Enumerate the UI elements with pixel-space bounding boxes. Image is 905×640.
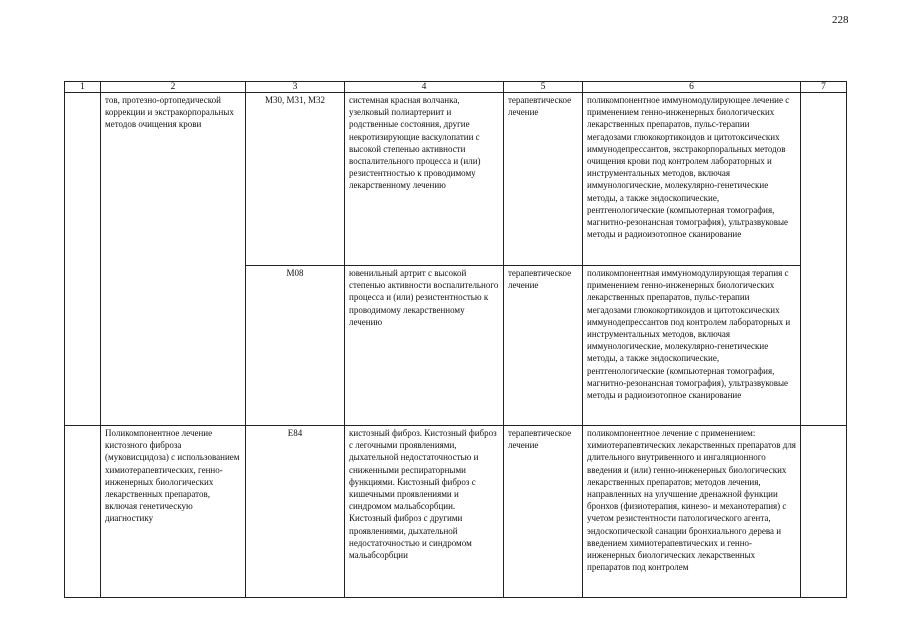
- header-cell: 1: [65, 82, 101, 93]
- header-cell: 6: [583, 82, 801, 93]
- treatment-method-cell: поликомпонентное иммуномодулирующее лечение с применением генно-инженерных биологических лекарственных препаратов, пульс-терапии мегадозами глюкокортикоидов и цитотоксических иммунодепрессантов, экстракорпоральных методов очищения крови под контролем лабораторных и инструментальных методов, включая иммунологические, молекулярно-генетические методы, а также эндоскопические, рентгенологические (компьютерная томография, магнитно-резонансная томография), ультразвуковые методы и радиоизотопное сканирование: [583, 93, 801, 266]
- disease-model-cell: ювенильный артрит с высокой степенью активности воспалительного процесса и (или) резистентностью к проводимому лекарственному лечению: [345, 266, 504, 426]
- table-row: [65, 426, 847, 598]
- header-cell: 2: [101, 82, 246, 93]
- method-name-cell: Поликомпонентное лечение кистозного фиброза (муковисцидоза) с использованием химиотерапевтических, генно-инженерных биологических лекарственных препаратов, включая генетическую диагностику: [101, 426, 246, 598]
- disease-model-cell: кистозный фиброз. Кистозный фиброз с легочными проявлениями, дыхательной недостаточностью и сниженными респираторными функциями. Кистозный фиброз с кишечными проявлениями и синдромом мальабсорбции. Кистозный фиброз с другими проявлениями, дыхательной недостаточностью и синдромом мальабсорбции: [345, 426, 504, 598]
- number-cell: [65, 266, 101, 426]
- treatment-type-cell: терапевтическое лечение: [504, 93, 583, 266]
- header-cell: 5: [504, 82, 583, 93]
- medical-care-table: [64, 81, 847, 598]
- treatment-method-cell: поликомпонентная иммуномодулирующая терапия с применением генно-инженерных биологических лекарственных препаратов, пульс-терапии мегадозами глюкокортикоидов и цитотоксических иммунодепрессантов под контролем лабораторных и инструментальных методов, включая иммунологические, молекулярно-генетические методы, а также эндоскопические, рентгенологические (компьютерная томография, магнитно-резонансная томография), ультразвуковые методы и радиоизотопное сканирование: [583, 266, 801, 426]
- treatment-method-cell: поликомпонентное лечение с применением: химиотерапевтических лекарственных препаратов для длительного внутривенного и ингаляционного введения и (или) генно-инженерных биологических лекарственных препаратов; методов лечения, направленных на улучшение дренажной функции бронхов (физиотерапия, кинезо- и механотерапия) с учетом резистентности патологического агента, эндоскопической санации бронхиального дерева и введением химиотерапевтических и генно-инженерных биологических лекарственных препаратов под контролем: [583, 426, 801, 598]
- table-row: [65, 266, 847, 426]
- number-cell: [65, 93, 101, 266]
- disease-model-cell: системная красная волчанка, узелковый полиартериит и родственные состояния, другие некротизирующие васкулопатии с высокой степенью активности воспалительного процесса и (или) резистентностью к проводимому лекарственному лечению: [345, 93, 504, 266]
- page-number: 228: [832, 14, 849, 26]
- header-cell: 7: [801, 82, 847, 93]
- treatment-type-cell: терапевтическое лечение: [504, 266, 583, 426]
- cost-cell: [801, 93, 847, 266]
- cost-cell: [801, 266, 847, 426]
- table-row: [65, 93, 847, 266]
- number-cell: [65, 426, 101, 598]
- method-name-cell: тов, протезно-ортопедической коррекции и экстракорпоральных методов очищения крови: [101, 93, 246, 266]
- icd-code-cell: M08: [246, 266, 345, 426]
- table-header-row: [65, 82, 847, 93]
- cost-cell: [801, 426, 847, 598]
- treatment-type-cell: терапевтическое лечение: [504, 426, 583, 598]
- icd-code-cell: E84: [246, 426, 345, 598]
- icd-code-cell: M30, M31, M32: [246, 93, 345, 266]
- header-cell: 3: [246, 82, 345, 93]
- header-cell: 4: [345, 82, 504, 93]
- method-name-cell: [101, 266, 246, 426]
